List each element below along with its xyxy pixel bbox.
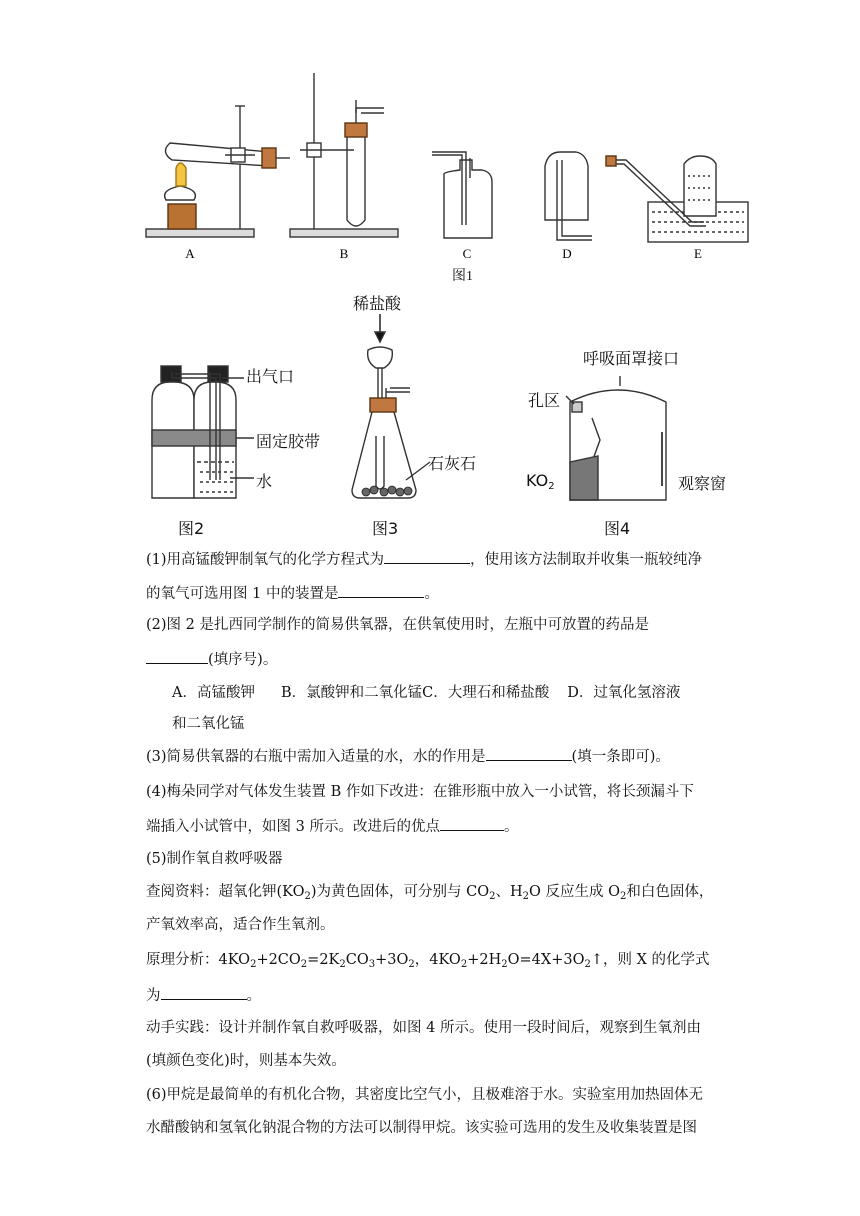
figure-1-caption: 图1 bbox=[452, 269, 473, 284]
q5-title: (5)制作氧自救呼吸器 bbox=[146, 851, 283, 867]
option-d[interactable]: D．过氧化氢溶液 bbox=[567, 685, 681, 701]
option-b[interactable]: B．氯酸钾和二氧化锰 bbox=[280, 685, 423, 701]
q2-option-d-cont: 和二氧化锰 bbox=[172, 716, 245, 732]
answer-blank-5[interactable] bbox=[440, 816, 504, 831]
fig3-limestone-label: 石灰石 bbox=[428, 454, 477, 473]
q6-line1: (6)甲烷是最简单的有机化合物，其密度比空气小，且极难溶于水。实验室用加热固体无 bbox=[146, 1087, 704, 1103]
figure-3-caption: 图3 bbox=[372, 519, 399, 538]
fig2-outlet-label: 出气口 bbox=[246, 367, 295, 386]
q4-line1: (4)梅朵同学对气体发生装置 B 作如下改进：在锥形瓶中放入一小试管，将长颈漏斗下 bbox=[146, 784, 694, 800]
q6-line2: 水醋酸钠和氢氧化钠混合物的方法可以制得甲烷。该实验可选用的发生及收集装置是图 bbox=[146, 1120, 697, 1136]
answer-blank-4[interactable] bbox=[486, 746, 572, 761]
q1-line1: (1)用高锰酸钾制氧气的化学方程式为 ，使用该方法制取并收集一瓶较纯净 bbox=[146, 549, 726, 570]
option-a[interactable]: A．高锰酸钾 bbox=[172, 685, 255, 701]
q2-options bbox=[172, 683, 752, 703]
answer-blank-6[interactable] bbox=[161, 985, 247, 1000]
fig2-water-label: 水 bbox=[256, 472, 273, 491]
q5-principle-line1: 原理分析：$4KO_2+2CO_2=2K_2CO_3+3O_2$，$4KO_2+2H_2O=4X+3O_2↑$，则 X 的化学式 bbox=[146, 952, 710, 970]
q3-line1: (3)简易供氧器的右瓶中需加入适量的水，水的作用是 (填一条即可)。 bbox=[146, 746, 726, 767]
q5-principle-line2: 为 。 bbox=[146, 985, 726, 1006]
fig1-label-e: E bbox=[694, 246, 702, 261]
answer-blank-1[interactable] bbox=[384, 549, 470, 564]
fig1-label-a: A bbox=[185, 246, 195, 261]
q1-line2: 的氧气可选用图 1 中的装置是 。 bbox=[146, 583, 726, 604]
figure-4-respirator bbox=[0, 0, 860, 540]
q5-reference-line2: 产氧效率高，适合作生氧剂。 bbox=[146, 917, 335, 933]
fig4-mask-port-label: 呼吸面罩接口 bbox=[583, 349, 680, 368]
q5-reference-line1: 查阅资料：超氧化钾$(KO_2)$为黄色固体，可分别与 $CO_2$、$H_2O$ 反应生成 $O_2$和白色固体， bbox=[146, 884, 714, 902]
fig1-label-b: B bbox=[339, 246, 349, 261]
figure-4-caption: 图4 bbox=[604, 519, 631, 538]
q5-practice-line1: 动手实践：设计并制作氧自救呼吸器，如图 4 所示。使用一段时间后，观察到生氧剂由 bbox=[146, 1020, 701, 1036]
fig4-window-label: 观察窗 bbox=[678, 474, 727, 493]
fig4-hole-area-label: 孔区 bbox=[528, 391, 561, 410]
q5-practice-line2: (填颜色变化)时，则基本失效。 bbox=[146, 1053, 346, 1069]
answer-blank-3[interactable] bbox=[146, 649, 208, 664]
q4-line2: 端插入小试管中，如图 3 所示。改进后的优点 。 bbox=[146, 816, 726, 837]
fig4-ko2-label: $KO_2$ bbox=[526, 471, 555, 492]
option-c[interactable]: C．大理石和稀盐酸 bbox=[422, 685, 550, 701]
q2-line1: (2)图 2 是扎西同学制作的简易供氧器，在供氧使用时，左瓶中可放置的药品是 bbox=[146, 617, 649, 633]
fig2-tape-label: 固定胶带 bbox=[256, 432, 321, 451]
fig3-acid-label: 稀盐酸 bbox=[353, 294, 402, 313]
figure-2-caption: 图2 bbox=[178, 519, 205, 538]
q2-line2: (填序号)。 bbox=[146, 649, 726, 670]
answer-blank-2[interactable] bbox=[338, 583, 424, 598]
fig1-label-d: D bbox=[562, 246, 572, 261]
fig1-label-c: C bbox=[462, 246, 472, 261]
